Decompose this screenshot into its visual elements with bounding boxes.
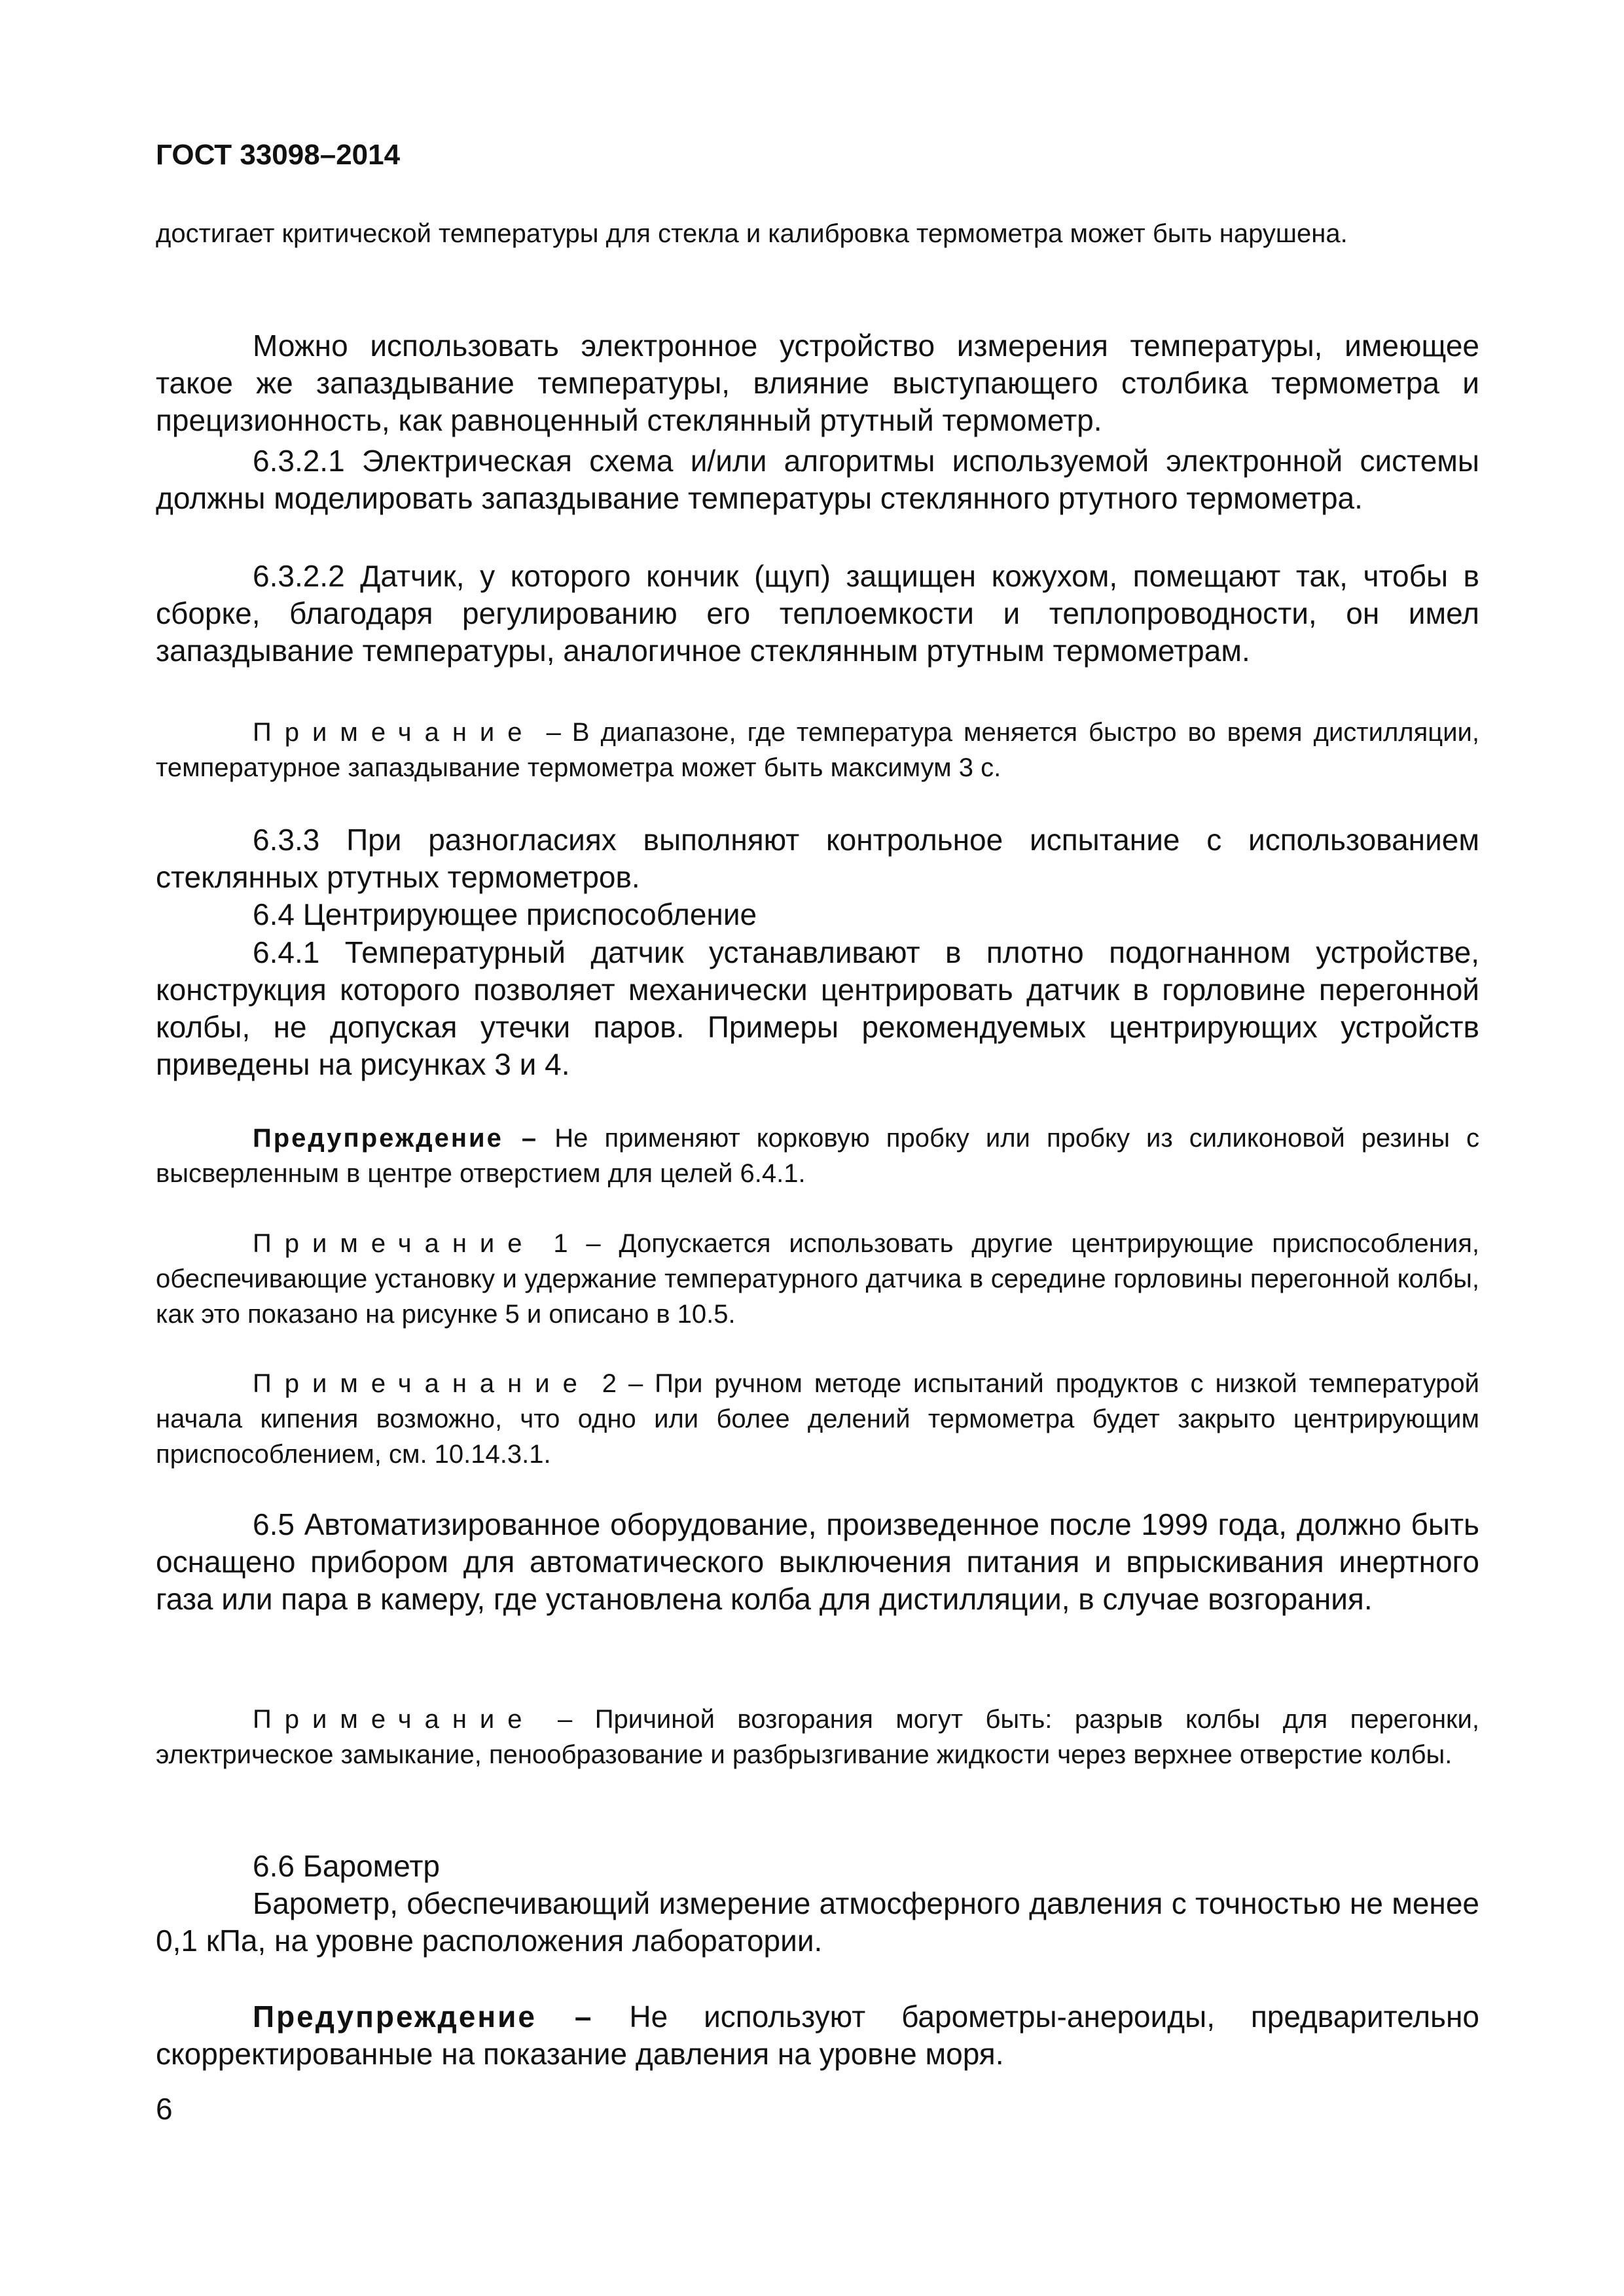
note-text: – Причиной возгорания могут быть: разрыв колбы для перегонки, электрическое замыкание, пенообразование и разбрызгивание жидкости через верхнее отверстие колбы. [156, 1705, 1479, 1769]
note-label: Примечание [253, 718, 535, 747]
note-label: Примечание [253, 1229, 535, 1258]
note-1-centering [156, 1226, 1479, 1332]
warning-label: Предупреждение – [253, 1124, 539, 1153]
warning-label: Предупреждение – [253, 2000, 594, 2034]
paragraph-6-6-heading: 6.6 Барометр [253, 1849, 440, 1883]
paragraph-6-3-2-1: 6.3.2.1 Электрическая схема и/или алгоритмы используемой электронной системы должны моделировать запаздывание температуры стеклянного ртутного термометра. [156, 444, 1479, 515]
warning-text: Не используют барометры-анероиды, предварительно скорректированные на показание давления на уровне моря. [156, 2000, 1479, 2071]
paragraph-barometer: Барометр, обеспечивающий измерение атмосферного давления с точностью не менее 0,1 кПа, на уровне расположения лаборатории. [156, 1886, 1479, 1958]
note-temperature-lag [156, 715, 1479, 785]
warning-text: Не применяют корковую пробку или пробку из силиконовой резины с высверленным в центре отверстием для целей 6.4.1. [156, 1124, 1480, 1188]
note-text: 2 – При ручном методе испытаний продуктов с низкой температурой начала кипения возможно, что одно или более делений термометра будет закрыто центрирующим приспособлением, см. 10.14.3.1. [156, 1369, 1479, 1469]
paragraph-electronic-device: Можно использовать электронное устройство измерения температуры, имеющее такое же запаздывание температуры, влияние выступающего столбика термометра и прецизионность, как равноценный стеклянный ртутный термометр. [156, 329, 1479, 437]
paragraph-6-4-heading: 6.4 Центрирующее приспособление [253, 897, 757, 931]
paragraph-6-4-1: 6.4.1 Температурный датчик устанавливают в плотно подогнанном устройстве, конструкция которого позволяет механически центрировать датчик в горловине перегонной колбы, не допуская утечки паров. Примеры рекомендуемых центрирующих устройств приведены на рисунках 3 и 4. [156, 935, 1479, 1081]
note-label: Примечание [253, 1705, 535, 1734]
paragraph-6-5: 6.5 Автоматизированное оборудование, произведенное после 1999 года, должно быть оснащено прибором для автоматического выключения питания и впрыскивания инертного газа или пара в камеру, где установлена колба для дистилляции, в случае возгорания. [156, 1507, 1479, 1616]
document-header: ГОСТ 33098–2014 [156, 139, 401, 171]
note-2-manual-method [156, 1366, 1479, 1472]
note-text: – В диапазоне, где температура меняется быстро во время дистилляции, температурное запаздывание термометра может быть максимум 3 с. [156, 718, 1479, 782]
note-fire-causes [156, 1702, 1479, 1772]
note-text: 1 – Допускается использовать другие центрирующие приспособления, обеспечивающие установку и удержание температурного датчика в середине горловины перегонной колбы, как это показано на рисунке 5 и описано в 10.5. [156, 1229, 1479, 1329]
paragraph-continuation: достигает критической температуры для стекла и калибровка термометра может быть нарушена. [156, 219, 1348, 248]
warning-cork [156, 1121, 1479, 1191]
warning-aneroid [156, 1998, 1479, 2073]
note-label: Примечанание [253, 1369, 590, 1398]
paragraph-6-3-2-2: 6.3.2.2 Датчик, у которого кончик (щуп) защищен кожухом, помещают так, чтобы в сборке, благодаря регулированию его теплоемкости и теплопроводности, он имел запаздывание температуры, аналогичное стеклянным ртутным термометрам. [156, 559, 1479, 668]
paragraph-6-3-3: 6.3.3 При разногласиях выполняют контрольное испытание с использованием стеклянных ртутных термометров. [156, 823, 1479, 894]
page-number: 6 [156, 2092, 173, 2126]
